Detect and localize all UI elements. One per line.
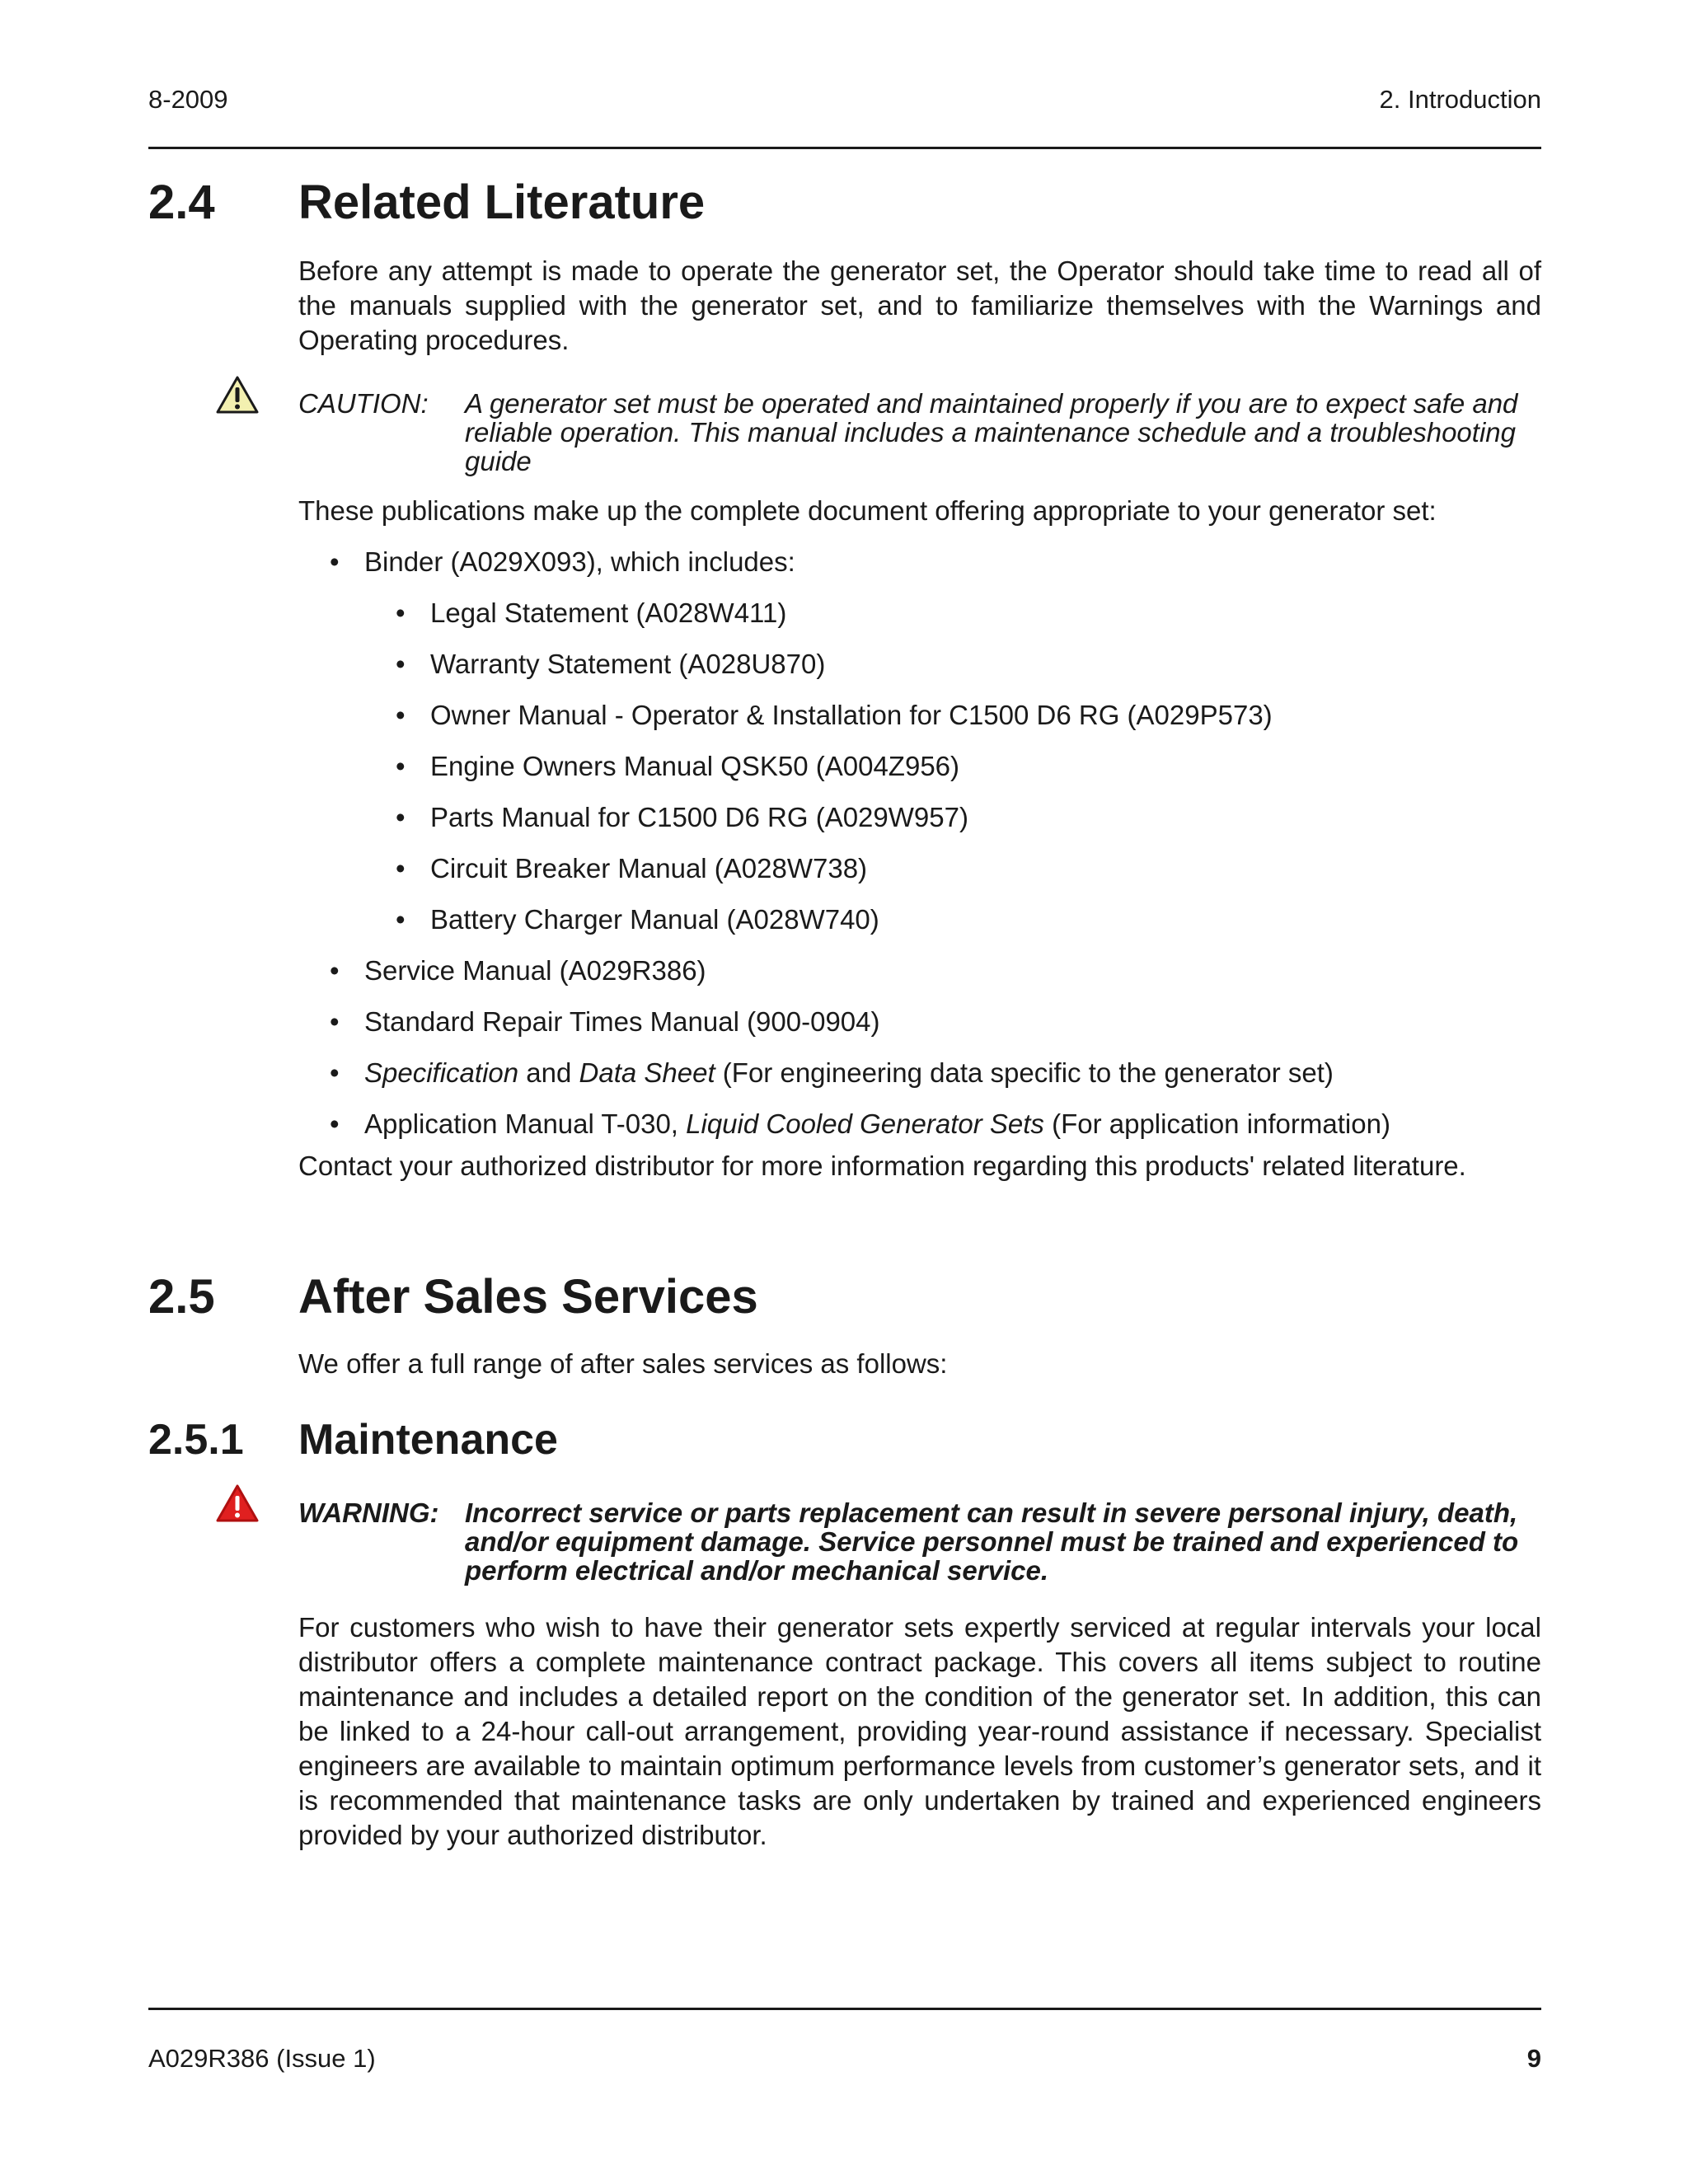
- contact-paragraph: Contact your authorized distributor for more information regarding this products' related literature.: [298, 1151, 1466, 1181]
- section-heading-2-5: [148, 1269, 758, 1324]
- text-run: and: [518, 1057, 579, 1088]
- spec-title: Specification: [364, 1057, 519, 1088]
- footer-document-id: A029R386 (Issue 1): [148, 2044, 376, 2073]
- list-item: [298, 545, 1541, 954]
- header-rule: [148, 147, 1541, 149]
- caution-label: CAUTION:: [298, 388, 429, 419]
- text-run: Application Manual T-030,: [364, 1108, 687, 1139]
- caution-note: [298, 389, 1541, 476]
- list-item: • Warranty Statement (A028U870): [298, 647, 1541, 698]
- header-date: 8-2009: [148, 85, 228, 114]
- list-item: • Owner Manual - Operator & Installation for C1500 D6 RG (A029P573): [298, 698, 1541, 749]
- list-item: • Circuit Breaker Manual (A028W738): [298, 851, 1541, 902]
- section-number: 2.4: [148, 176, 215, 229]
- warning-triangle-icon: [216, 1483, 259, 1523]
- list-item: • Battery Charger Manual (A028W740): [298, 902, 1541, 954]
- publications-intro: These publications make up the complete document offering appropriate to your generator set:: [298, 495, 1437, 526]
- list-item: [298, 1056, 1541, 1107]
- section-number: 2.5.1: [148, 1416, 244, 1464]
- list-item: • Standard Repair Times Manual (900-0904): [298, 1005, 1541, 1056]
- datasheet-title: Data Sheet: [579, 1057, 715, 1088]
- intro-paragraph: Before any attempt is made to operate the generator set, the Operator should take time to read all of the manuals supplied with the generator set, and to familiarize themselves with the Warnings and Operating procedures.: [298, 255, 1541, 355]
- binder-item: Binder (A029X093), which includes:: [364, 546, 795, 577]
- footer-rule: [148, 2008, 1541, 2010]
- application-title: Liquid Cooled Generator Sets: [686, 1108, 1044, 1139]
- binder-contents-list: [298, 596, 1541, 954]
- text-run: (For application information): [1043, 1108, 1390, 1139]
- list-item: • Parts Manual for C1500 D6 RG (A029W957): [298, 800, 1541, 851]
- section-number: 2.5: [148, 1270, 215, 1324]
- publications-list: [298, 545, 1541, 1158]
- warning-text: Incorrect service or parts replacement can result in severe personal injury, death, and/or equipment damage. Service personnel must be trained and experienced to perform electrical and/or mechanical service.: [465, 1497, 1519, 1586]
- page-number: 9: [1526, 2044, 1541, 2073]
- maintenance-paragraph: For customers who wish to have their generator sets expertly serviced at regular intervals your local distributor offers a complete maintenance contract package. This covers all items subject to routine maintenance and includes a detailed report on the condition of the generator set. In addition, this can be linked to a 24-hour call-out arrangement, providing year-round assistance if necessary. Specialist engineers are available to maintain optimum performance levels from customer’s generator sets, and it is recommended that maintenance tasks are only undertaken by trained and experienced engineers provided by your authorized distributor.: [298, 1612, 1541, 1850]
- section-heading-2-5-1: [148, 1415, 558, 1465]
- caution-text: A generator set must be operated and maintained properly if you are to expect safe and reliable operation. This manual includes a maintenance schedule and a troubleshooting guide: [465, 388, 1518, 476]
- warning-note: [298, 1498, 1541, 1585]
- list-item: • Legal Statement (A028W411): [298, 596, 1541, 647]
- header-chapter: 2. Introduction: [1379, 85, 1541, 114]
- list-item: • Engine Owners Manual QSK50 (A004Z956): [298, 749, 1541, 800]
- caution-triangle-icon: [216, 375, 259, 415]
- after-sales-intro: We offer a full range of after sales services as follows:: [298, 1348, 948, 1379]
- list-item: • Service Manual (A029R386): [298, 954, 1541, 1005]
- text-run: (For engineering data specific to the generator set): [715, 1057, 1334, 1088]
- warning-label: WARNING:: [298, 1497, 439, 1528]
- section-heading-2-4: [148, 175, 705, 230]
- section-title: Related Literature: [298, 176, 706, 229]
- section-title: After Sales Services: [298, 1270, 758, 1324]
- section-title: Maintenance: [298, 1416, 558, 1464]
